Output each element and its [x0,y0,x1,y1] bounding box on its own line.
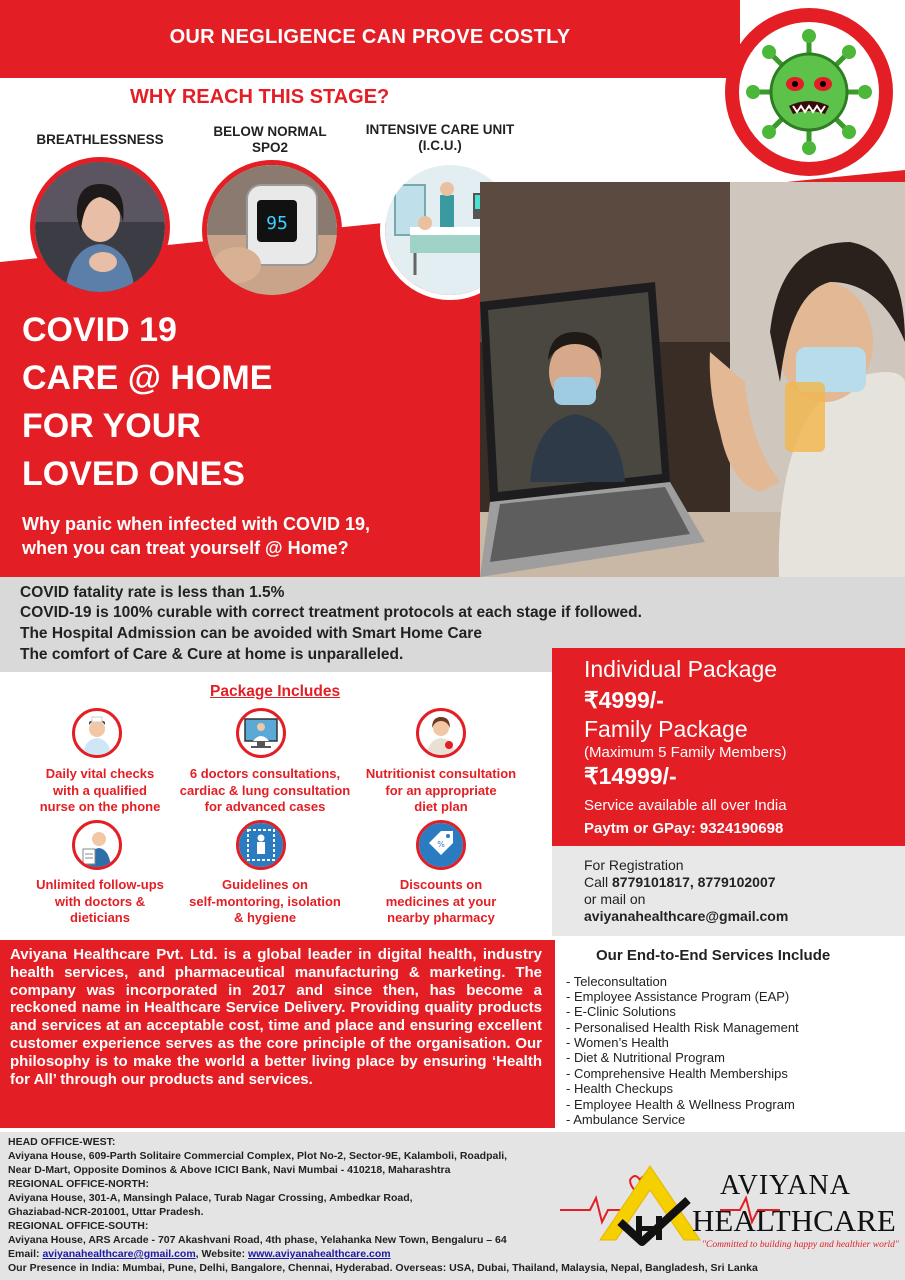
presence-line: Our Presence in India: Mumbai, Pune, Delhi, Bangalore, Chennai, Hyderabad. Overseas: USA, Dubai, Thailand, Malaysia, Nepal, Bangladesh, Sri Lanka [8,1262,758,1274]
family-package-label: Family Package [584,716,748,742]
office-west-line-2: Near D-Mart, Opposite Dominos & Above ICICI Bank, Navi Mumbai - 410218, Maharashtra [8,1164,451,1176]
fact-line: COVID-19 is 100% curable with correct treatment protocols at each stage if followed. [20,604,642,621]
stage-title-spo2: BELOW NORMAL SPO2 [213,124,327,155]
service-item: - Employee Health & Wellness Program [566,1097,795,1112]
doctor-clipboard-icon [72,820,122,870]
include-item-discounts: Discounts on medicines at your nearby pharmacy [385,877,497,925]
svg-text:%: % [437,840,445,849]
service-item: - Employee Assistance Program (EAP) [566,989,790,1004]
service-item: - Personalised Health Risk Management [566,1020,799,1035]
registration-email[interactable]: aviyanahealthcare@gmail.com [584,908,789,924]
about-text: Aviyana Healthcare Pvt. Ltd. is a global leader in digital health, industry health services, and pharmaceutical manufacturing & marketing. The company was incorporated in 2017 and since then, has become a reckoned name in Healthcare Service Delivery. Providing quality products and services at an acceptable cost, time and place and ensuring excellent customer experience serves as the core principle of the organisation. Our philosophy is to make the world a better living place by ensuring ‘Health for All’ through our products and services. [10,946,542,1088]
services-title: Our End-to-End Services Include [596,947,831,964]
include-item-follow-ups: Unlimited follow-ups with doctors & dieticians [36,877,164,925]
banner-text: OUR NEGLIGENCE CAN PROVE COSTLY [169,26,571,48]
family-package-note: (Maximum 5 Family Members) [584,744,787,761]
individual-package-label: Individual Package [584,656,778,682]
headline-line-4: LOVED ONES [22,455,245,493]
brand-name-1: AVIYANA [720,1170,851,1201]
isolation-icon [236,820,286,870]
oximeter-reading: 95 [266,213,288,234]
package-includes-title: Package Includes [210,683,341,700]
office-west-line-1: Aviyana House, 609-Parth Solitaire Commercial Complex, Plot No-2, Sector-9E, Kalamboli, Roadpali, [8,1150,508,1162]
registration-label: For Registration [584,857,684,873]
office-north-label: REGIONAL OFFICE-NORTH: [8,1178,149,1190]
website-link[interactable]: www.aviyanahealthcare.com [248,1248,391,1260]
headline-line-1: COVID 19 [22,311,177,349]
fact-line: The comfort of Care & Cure at home is unparalleled. [20,646,404,663]
virus-icon [739,22,879,162]
office-south-label: REGIONAL OFFICE-SOUTH: [8,1220,149,1232]
include-item-doctor-consultations: 6 doctors consultations, cardiac & lung consultation for advanced cases [179,766,351,814]
headline-line-3: FOR YOUR [22,407,201,445]
include-item-nutritionist: Nutritionist consultation for an appropriate diet plan [365,766,517,814]
payment-info: Paytm or GPay: 9324190698 [584,820,784,837]
fact-line: COVID fatality rate is less than 1.5% [20,584,285,601]
brand-tagline: "Committed to building happy and healthier world" [702,1240,899,1250]
service-item: - Women’s Health [566,1035,669,1050]
individual-package-price: ₹4999/- [584,687,664,713]
stage-title-icu: INTENSIVE CARE UNIT (I.C.U.) [365,122,515,153]
include-item-vital-checks: Daily vital checks with a qualified nurse on the phone [39,766,161,814]
email-link[interactable]: aviyanahealthcare@gmail.com [42,1248,196,1260]
subheadline-line-1: Why panic when infected with COVID 19, [22,514,371,534]
service-item: - Comprehensive Health Memberships [566,1066,788,1081]
registration-phones: Call 8779101817, 8779102007 [584,874,776,890]
nutritionist-icon [416,708,466,758]
breathlessness-image [30,157,170,297]
telemedicine-photo [480,182,905,600]
stage-title-breathlessness: BREATHLESSNESS [36,132,164,147]
contact-line: Email: aviyanahealthcare@gmail.com, Website: www.aviyanahealthcare.com [8,1248,391,1260]
service-item: - Teleconsultation [566,974,667,989]
nurse-icon [72,708,122,758]
service-item: - E-Clinic Solutions [566,1004,676,1019]
registration-mail-label: or mail on [584,891,646,907]
office-south-line-1: Aviyana House, ARS Arcade - 707 Akashvani Road, 4th phase, Yelahanka New Town, Bengaluru – 64 [8,1234,507,1246]
video-doctor-icon [236,708,286,758]
office-north-line-1: Aviyana House, 301-A, Mansingh Palace, Turab Nagar Crossing, Ambedkar Road, [8,1192,413,1204]
office-west-label: HEAD OFFICE-WEST: [8,1136,116,1148]
fact-line: The Hospital Admission can be avoided with Smart Home Care [20,625,482,642]
service-availability: Service available all over India [584,797,787,814]
service-item: - Ambulance Service [566,1112,686,1127]
service-item: - Diet & Nutritional Program [566,1050,725,1065]
headline-line-2: CARE @ HOME [22,359,273,397]
discount-tag-icon [416,820,466,870]
oximeter-image [202,160,342,300]
office-north-line-2: Ghaziabad-NCR-201001, Uttar Pradesh. [8,1206,204,1218]
family-package-price: ₹14999/- [584,763,677,789]
why-heading: WHY REACH THIS STAGE? [130,86,390,108]
include-item-guidelines: Guidelines on self-montoring, isolation & hygiene [189,877,341,925]
phone-numbers[interactable]: 8779101817, 8779102007 [612,874,776,890]
service-item: - Health Checkups [566,1081,673,1096]
subheadline-line-2: when you can treat yourself @ Home? [22,538,349,558]
brand-name-2: HEALTHCARE [692,1203,896,1238]
